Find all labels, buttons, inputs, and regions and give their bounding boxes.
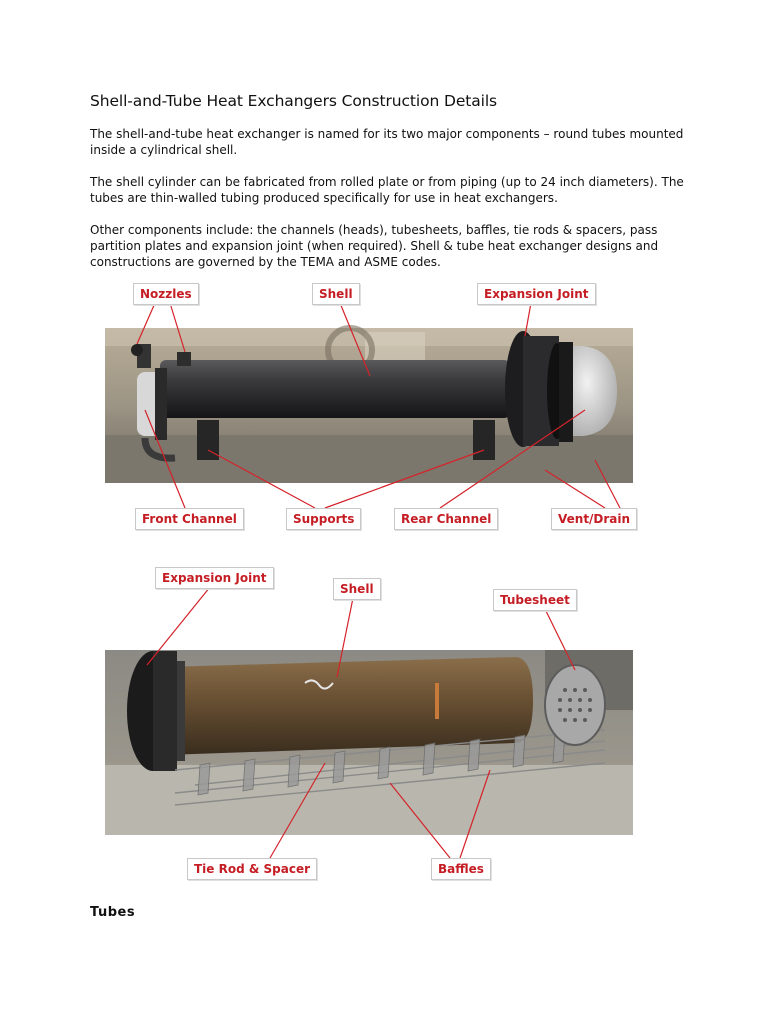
tube-bundle-photo (105, 565, 633, 890)
callout-front-channel: Front Channel (135, 508, 244, 530)
callout-supports: Supports (286, 508, 361, 530)
document-title: Shell-and-Tube Heat Exchangers Construction Details (90, 92, 498, 110)
figure-tube-bundle (105, 565, 633, 890)
paragraph-components: Other components include: the channels (heads), tubesheets, baffles, tie rods & spacers, pass partition plates and expansion joint (when required). Shell & tube heat exchanger designs and constructions are governed by the TEMA and ASME codes. (90, 223, 659, 269)
paragraph-intro: The shell-and-tube heat exchanger is named for its two major components – round tubes mounted inside a cylindrical shell. (90, 127, 684, 157)
callout-expansion-joint-2: Expansion Joint (155, 567, 274, 589)
section-heading-tubes: Tubes (90, 905, 136, 920)
assembled-exchanger-photo (105, 280, 633, 535)
callout-rear-channel: Rear Channel (394, 508, 498, 530)
callout-expansion-joint: Expansion Joint (477, 283, 596, 305)
callout-shell-2: Shell (333, 578, 381, 600)
callout-vent-drain: Vent/Drain (551, 508, 637, 530)
callout-nozzles: Nozzles (133, 283, 199, 305)
callout-baffles: Baffles (431, 858, 491, 880)
callout-tubesheet: Tubesheet (493, 589, 577, 611)
callout-tie-rod-spacer: Tie Rod & Spacer (187, 858, 317, 880)
callout-shell: Shell (312, 283, 360, 305)
figure-assembled-exchanger (105, 280, 633, 535)
paragraph-shell: The shell cylinder can be fabricated from rolled plate or from piping (up to 24 inch diameters). The tubes are thin-walled tubing produced specifically for use in heat exchangers. (90, 175, 684, 205)
